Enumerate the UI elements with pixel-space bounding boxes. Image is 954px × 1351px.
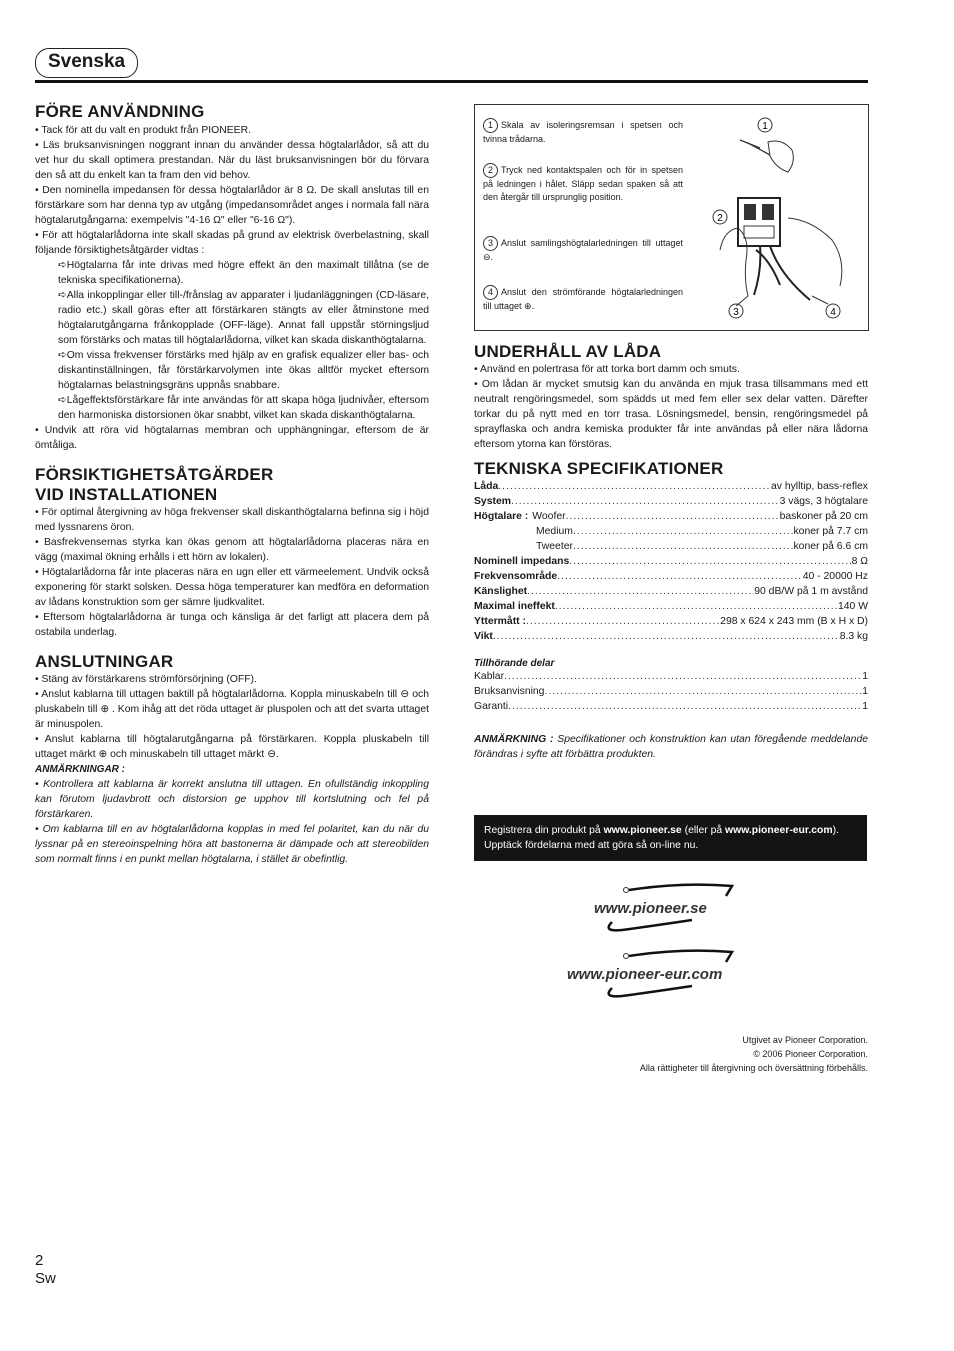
spec-label: Maximal ineffekt xyxy=(474,601,555,612)
spec-note xyxy=(474,732,868,762)
step-number: 1 xyxy=(483,118,498,133)
accessory-qty: 1 xyxy=(862,671,868,682)
maintenance-section xyxy=(474,342,868,452)
section-title-forsikt-1: FÖRSIKTIGHETSÅTGÄRDER xyxy=(35,465,274,484)
figure-step-1 xyxy=(483,118,683,146)
forsikt-body xyxy=(35,505,429,640)
spec-label: Yttermått : xyxy=(474,616,526,627)
sub-paragraph: ➪Lågeffektsförstärkare får inte användas för att skapa höga ljudnivåer, eftersom den harmoniska distorsionen ökar snabbt, vilket kan skada diskanthögtalarna. xyxy=(58,395,429,421)
spec-row xyxy=(474,629,868,644)
note-paragraph: • Kontrollera att kablarna är korrekt anslutna till uttagen. En ofullständig inkoppling kan förutom ljudavbrott och distorsion ge upphov till kortslutning och fel på förstärkaren. xyxy=(35,779,429,820)
spec-value: koner på 7.7 cm xyxy=(793,526,868,537)
paragraph: • För optimal återgivning av höga frekvenser skall diskanthögtalarna befinna sig i höjd med lyssnarens öron. xyxy=(35,507,429,533)
sub-paragraph: ➪Alla inkopplingar eller till-/frånslag av apparater i ljudanläggningen (CD-läsare, radio etc.) skall göras efter att förstärkaren stängts av eller åtminstone med högtalarutgångarna frånkopplade (OFF-läge). Annat fall uppstår störningsljud som förstärks och matas till högtalarlådorna, vilket kan skada diskanthögtalarna. xyxy=(58,290,429,346)
callout-2: 2 xyxy=(717,213,723,224)
footer-line: Alla rättigheter till återgivning och översättning förbehålls. xyxy=(639,1063,868,1073)
spec-row xyxy=(474,614,868,629)
step-number: 3 xyxy=(483,236,498,251)
paragraph: • Högtalarlådorna får inte placeras nära en ugn eller ett värmeelement. Undvik också exponering för starkt solsken. Dessa höga temperaturer kan medföra en deformation av lådans konstruktion som ger sämre ljudkvalitet. xyxy=(35,567,429,608)
leader-dots xyxy=(557,569,803,584)
step-text: Tryck ned kontaktspalen och för in spetsen på ledningen i hålet. Släpp sedan spaken så att den återgår till ursprunglig position. xyxy=(483,164,683,202)
accessory-label: Kablar xyxy=(474,671,505,682)
reg-link-se[interactable]: www.pioneer.se xyxy=(603,825,682,836)
accessory-row xyxy=(474,699,868,714)
section-title-fore: FÖRE ANVÄNDNING xyxy=(35,102,205,121)
accessory-row xyxy=(474,669,868,684)
page-number xyxy=(35,1252,56,1288)
paragraph: • Använd en polertrasa för att torka bort damm och smuts. xyxy=(474,364,740,375)
paragraph: • Undvik att röra vid högtalarnas membran och upphängningar, eftersom de är ömtåliga. xyxy=(35,425,429,451)
spec-value: 8.3 kg xyxy=(839,631,868,642)
leader-dots xyxy=(544,684,862,699)
footer-line: © 2006 Pioneer Corporation. xyxy=(753,1049,868,1059)
footer-line: Utgivet av Pioneer Corporation. xyxy=(742,1035,868,1045)
spec-sublabel: Medium xyxy=(536,526,573,537)
leader-dots xyxy=(566,509,780,524)
spec-label: System xyxy=(474,496,511,507)
spec-row xyxy=(474,539,868,554)
left-column xyxy=(35,102,429,867)
paragraph: • Tack för att du valt en produkt från PIONEER. xyxy=(35,125,251,136)
spec-value: av hylltip, bass-reflex xyxy=(770,481,868,492)
spec-row xyxy=(474,554,868,569)
spec-row xyxy=(474,509,868,524)
connection-figure xyxy=(474,104,869,331)
spec-value: 298 x 624 x 243 mm (B x H x D) xyxy=(720,616,868,627)
accessory-label: Bruksanvisning xyxy=(474,686,545,697)
paragraph: • Anslut kablarna till högtalarutgångarna på förstärkaren. Koppla pluskabeln till uttaget märkt ⊕ och minuskabeln till uttaget märkt ⊖. xyxy=(35,734,429,760)
notes-title: ANMÄRKNINGAR : xyxy=(35,764,125,775)
leader-dots xyxy=(527,584,754,599)
reg-link-eur[interactable]: www.pioneer-eur.com xyxy=(725,825,833,836)
leader-dots xyxy=(573,524,794,539)
paragraph: • Basfrekvensernas styrka kan ökas genom att högtalarlådorna placeras nära en vägg (maximal ökning erhålls i ett hörn av lokalen). xyxy=(35,537,429,563)
step-text: Skala av isoleringsremsan i spetsen och tvinna trådarna. xyxy=(483,119,683,144)
underhall-body xyxy=(474,362,868,452)
leader-dots xyxy=(508,699,862,714)
spec-row xyxy=(474,524,868,539)
section-title-specs: TEKNISKA SPECIFIKATIONER xyxy=(474,459,724,478)
spec-label: Frekvensområde xyxy=(474,571,558,582)
anslut-body xyxy=(35,672,429,867)
language-tab: Svenska xyxy=(35,48,138,78)
section-title-anslut: ANSLUTNINGAR xyxy=(35,652,174,671)
spec-table xyxy=(474,479,868,644)
figure-step-3 xyxy=(483,236,683,264)
spec-value: 140 W xyxy=(837,601,868,612)
note-paragraph: • Om kablarna till en av högtalarlådorna kopplas in med fel polaritet, kan du när du lyssnar på en stereoinspelning höra att bastonerna är dämpade och att stereobilden som normalt finns i en punkt mellan högtalarna, i stället är obefintlig. xyxy=(35,824,429,865)
page-lang-code: Sw xyxy=(35,1270,56,1287)
sub-paragraph: ➪Om vissa frekvenser förstärks med hjälp av en grafisk equalizer eller bas- och diskantinställningen, får förstärkarvolymen inte ökas alltför mycket eftersom högtalarnas belastningsgräns uppnås snabbare. xyxy=(58,350,429,391)
spec-note-text: Specifikationer och konstruktion kan utan föregående meddelande förändras i syfte att förbättra produkten. xyxy=(474,734,869,760)
paragraph: • Anslut kablarna till uttagen baktill på högtalarlådorna. Koppla minuskabeln till ⊖ och pluskabeln till ⊕ . Kom ihåg att det röda uttaget är pluspolen och att det svarta uttaget är minuspolen. xyxy=(35,689,429,730)
fore-body xyxy=(35,123,429,453)
spec-value: 8 Ω xyxy=(851,556,868,567)
reg-text: (eller på xyxy=(681,825,726,836)
url-pioneer-se[interactable]: www.pioneer.se xyxy=(594,900,707,917)
leader-dots xyxy=(498,479,771,494)
spec-row xyxy=(474,494,868,509)
step-number: 2 xyxy=(483,163,498,178)
header-rule xyxy=(35,80,868,83)
leader-dots xyxy=(569,554,851,569)
accessories-title: Tillhörande delar xyxy=(474,658,555,669)
paragraph: • Om lådan är mycket smutsig kan du använda en mjuk trasa tillsammans med ett neutralt rengöringsmedel, som spädds ut med fem eller sex delar vatten. Därefter torkar du på nytt med en torr trasa. Lösningsmedel, bensin, rengöringsmedel på sprayflaska och andra kemiska produkter får inte användas på eller nära lådorna eftersom ytorna kan förstöras. xyxy=(474,379,868,450)
accessory-label: Garanti xyxy=(474,701,509,712)
paragraph: • Stäng av förstärkarens strömförsörjning (OFF). xyxy=(35,674,257,685)
leader-dots xyxy=(555,599,838,614)
url-pioneer-eur[interactable]: www.pioneer-eur.com xyxy=(567,966,723,983)
spec-row xyxy=(474,479,868,494)
leader-dots xyxy=(493,629,840,644)
publisher-footer xyxy=(640,1033,868,1075)
spec-value: 90 dB/W på 1 m avstånd xyxy=(754,586,868,597)
wire-terminal-illustration xyxy=(700,110,865,325)
spec-label: Högtalare : xyxy=(474,511,529,522)
reg-text: Registrera din produkt på xyxy=(484,825,604,836)
spec-row xyxy=(474,599,868,614)
spec-value: baskoner på 20 cm xyxy=(779,511,868,522)
spec-note-label: ANMÄRKNING : xyxy=(474,734,554,745)
paragraph: • För att högtalarlådorna inte skall skadas på grund av elektrisk överbelastning, skall följande försiktighetsåtgärder vidtas : xyxy=(35,230,429,256)
step-text: Anslut den strömförande högtalarledningen till uttaget ⊕. xyxy=(483,286,683,311)
spec-row xyxy=(474,584,868,599)
spec-sublabel: Tweeter xyxy=(536,541,573,552)
accessory-row xyxy=(474,684,868,699)
leader-dots xyxy=(511,494,780,509)
callout-1: 1 xyxy=(762,121,768,132)
paragraph: • Eftersom högtalarlådorna är tunga och känsliga är det farligt att placera dem på ostabila underlag. xyxy=(35,612,429,638)
section-title-forsikt-2: VID INSTALLATIONEN xyxy=(35,485,218,504)
spec-value: 3 vägs, 3 högtalare xyxy=(779,496,868,507)
figure-step-4 xyxy=(483,285,683,313)
page-num: 2 xyxy=(35,1252,44,1269)
accessory-qty: 1 xyxy=(862,701,868,712)
leader-dots xyxy=(526,614,720,629)
step-text: Anslut samlingshögtalarledningen till uttaget ⊖. xyxy=(483,237,683,262)
spec-label: Nominell impedans xyxy=(474,556,570,567)
paragraph: • Den nominella impedansen för dessa högtalarlådor är 8 Ω. De skall anslutas till en förstärkare som har denna typ av utgång (impedansområdet anges i normala fall nära högtalarutgångarna: exempelvis "4-16 Ω" eller "6-16 Ω"). xyxy=(35,185,429,226)
spec-row xyxy=(474,569,868,584)
sub-paragraph: ➪Högtalarna får inte drivas med högre effekt än den maximalt tillåtna (se de tekniska specifikationerna). xyxy=(58,260,429,286)
leader-dots xyxy=(573,539,794,554)
leader-dots xyxy=(504,669,862,684)
section-title-underhall: UNDERHÅLL AV LÅDA xyxy=(474,342,662,361)
spec-label: Vikt xyxy=(474,631,493,642)
spec-value: koner på 6.6 cm xyxy=(793,541,868,552)
spec-sublabel: Woofer xyxy=(532,511,566,522)
reg-line-2: Upptäck fördelarna med att göra så on-line nu. xyxy=(484,840,699,851)
spec-label: Känslighet xyxy=(474,586,528,597)
callout-4: 4 xyxy=(830,307,836,318)
reg-text: ). xyxy=(832,825,839,836)
registration-banner xyxy=(474,815,867,861)
paragraph: • Läs bruksanvisningen noggrant innan du använder dessa högtalarlådor, så att du vet hur du skall optimera prestandan. När du läst bruksanvisningen bör du förvara den så att du enkelt kan ta fram den vid behov. xyxy=(35,140,429,181)
accessory-qty: 1 xyxy=(862,686,868,697)
step-number: 4 xyxy=(483,285,498,300)
spec-label: Låda xyxy=(474,481,499,492)
accessories-list xyxy=(474,669,868,714)
spec-value: 40 - 20000 Hz xyxy=(802,571,868,582)
figure-step-2 xyxy=(483,163,683,204)
callout-3: 3 xyxy=(733,307,739,318)
specs-section xyxy=(474,459,868,762)
